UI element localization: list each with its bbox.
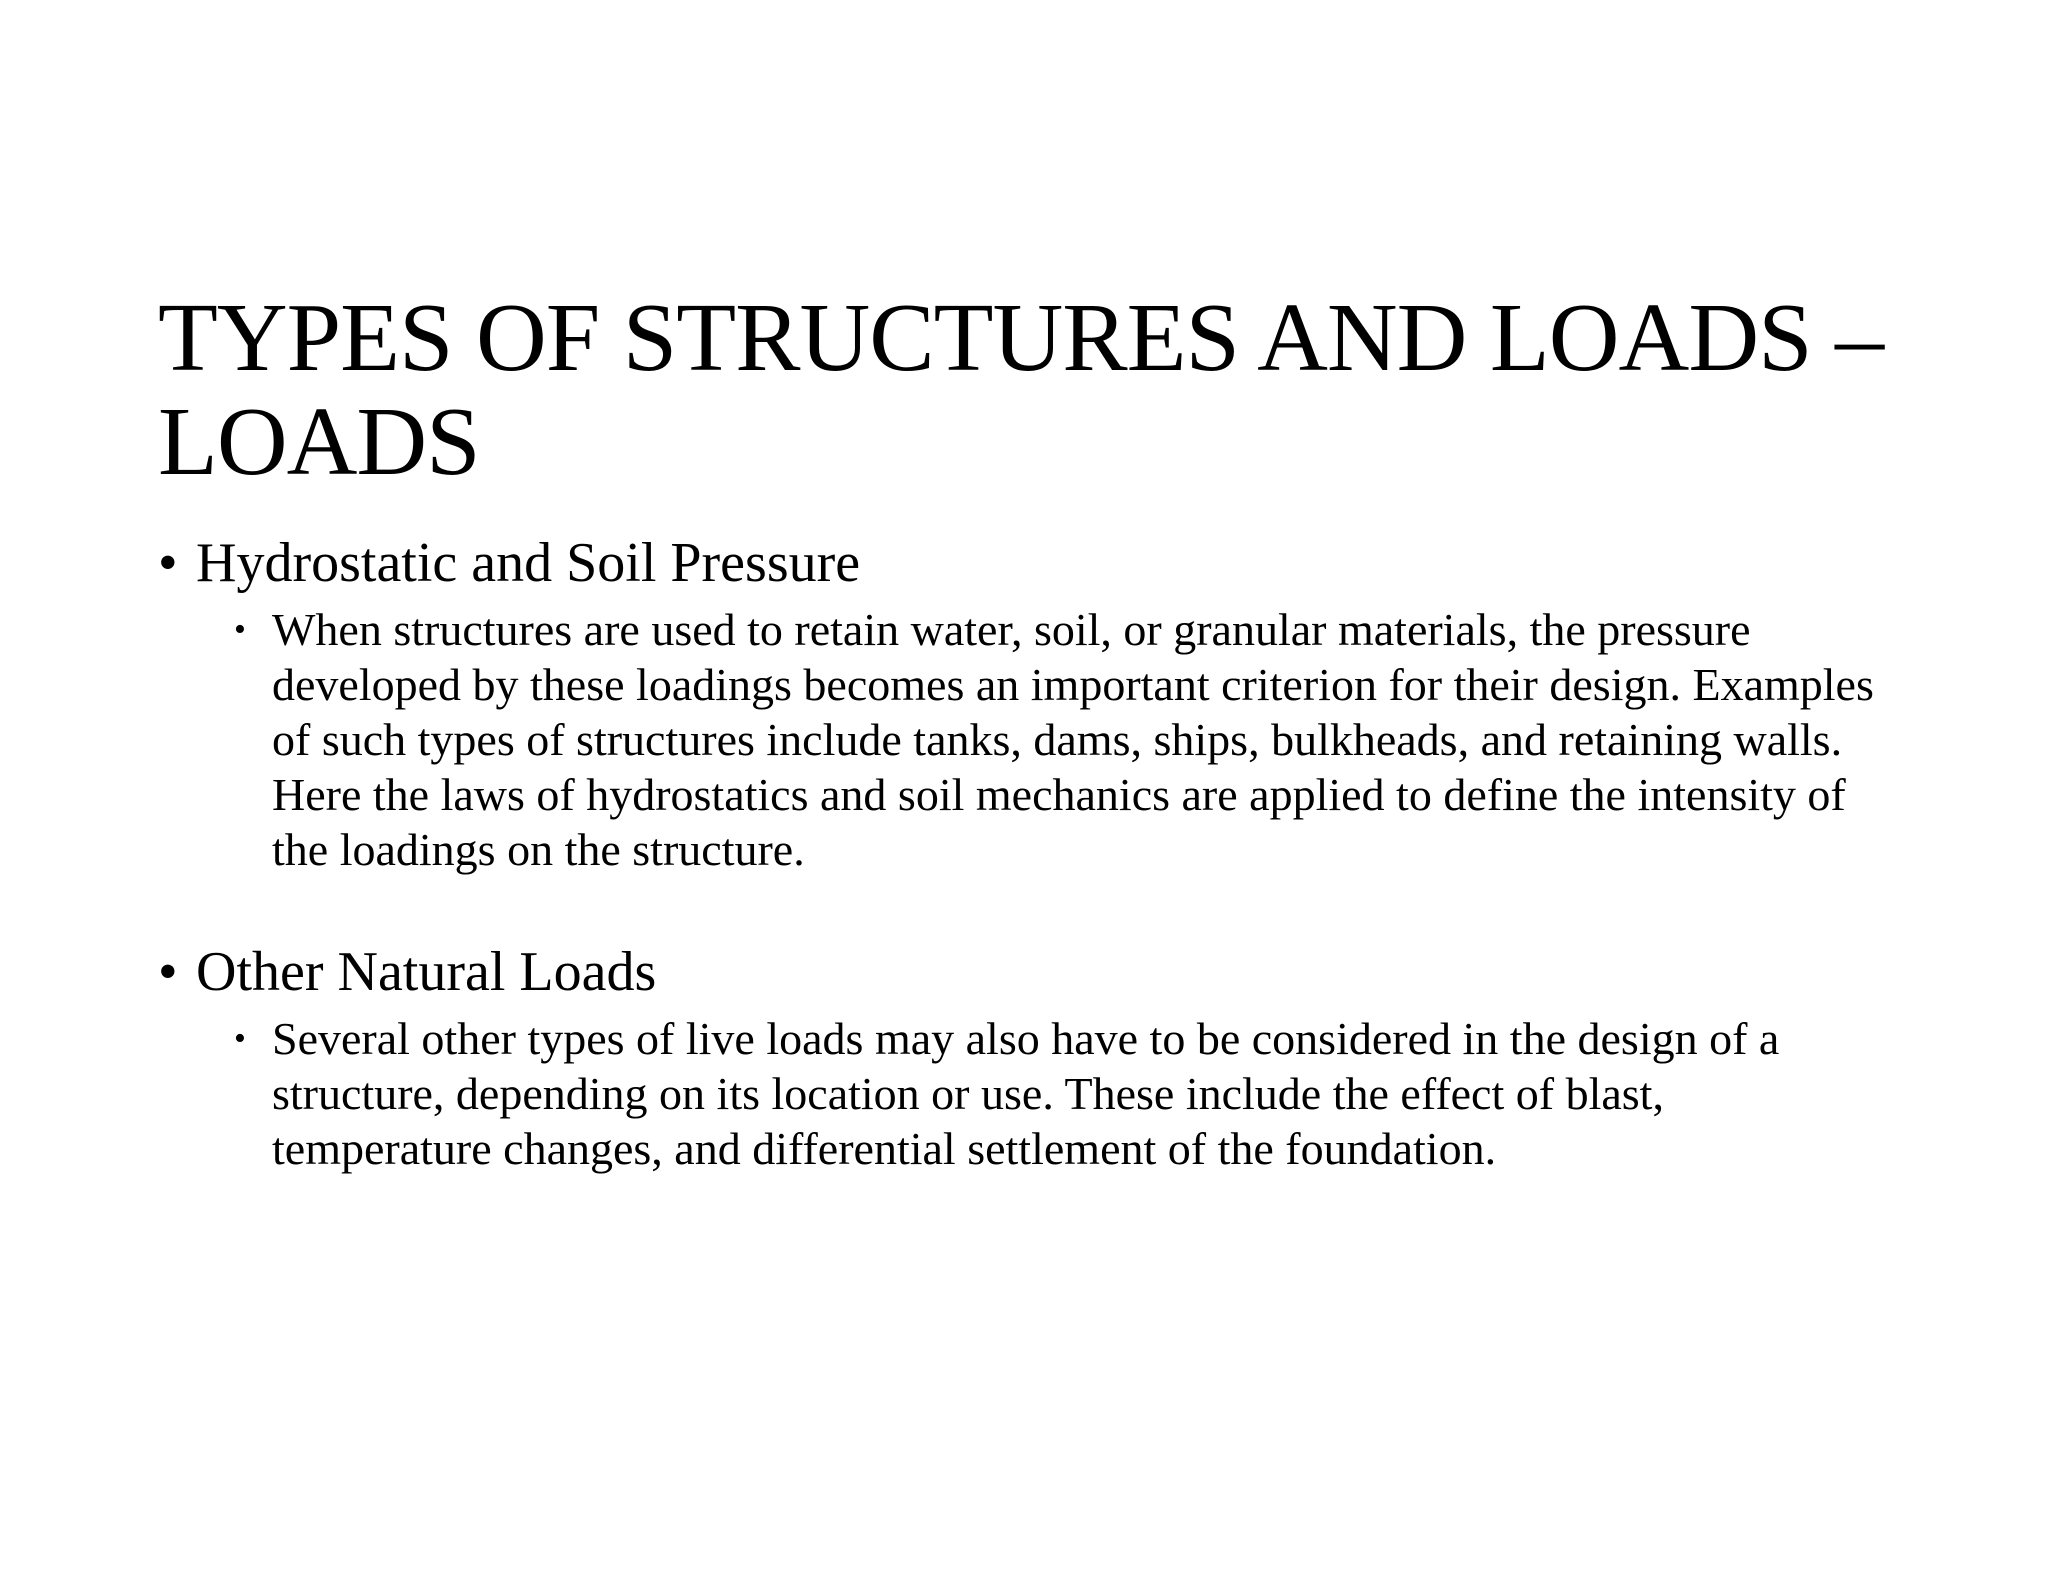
section-other-natural-loads — [158, 939, 1918, 1176]
bullet-level2 — [234, 1011, 1892, 1176]
section-hydrostatic-soil-pressure — [158, 530, 1918, 877]
bullet-dot-icon: • — [158, 532, 178, 594]
bullet-level2 — [234, 602, 1892, 877]
section-heading: Other Natural Loads — [196, 941, 657, 1003]
bullet-level1 — [158, 530, 1918, 596]
section-heading: Hydrostatic and Soil Pressure — [196, 532, 861, 594]
bullet-level1 — [158, 939, 1918, 1005]
section-body: Several other types of live loads may also have to be considered in the design of a structure, depending on its location or use. These include the effect of blast, temperature changes, and differential settlement of the foundation. — [272, 1013, 1780, 1174]
section-body: When structures are used to retain water, soil, or granular materials, the pressure developed by these loadings becomes an important criterion for their design. Examples of such types of structures include tanks, dams, ships, bulkheads, and retaining walls. Here the laws of hydrostatics and soil mechanics are applied to define the intensity of the loadings on the structure. — [272, 604, 1874, 875]
slide-title: TYPES OF STRUCTURES AND LOADS – LOADS — [158, 284, 1884, 496]
bullet-dot-icon: • — [234, 611, 246, 648]
slide-content — [158, 530, 1918, 1176]
bullet-dot-icon: • — [158, 941, 178, 1003]
bullet-dot-icon: • — [234, 1020, 246, 1057]
